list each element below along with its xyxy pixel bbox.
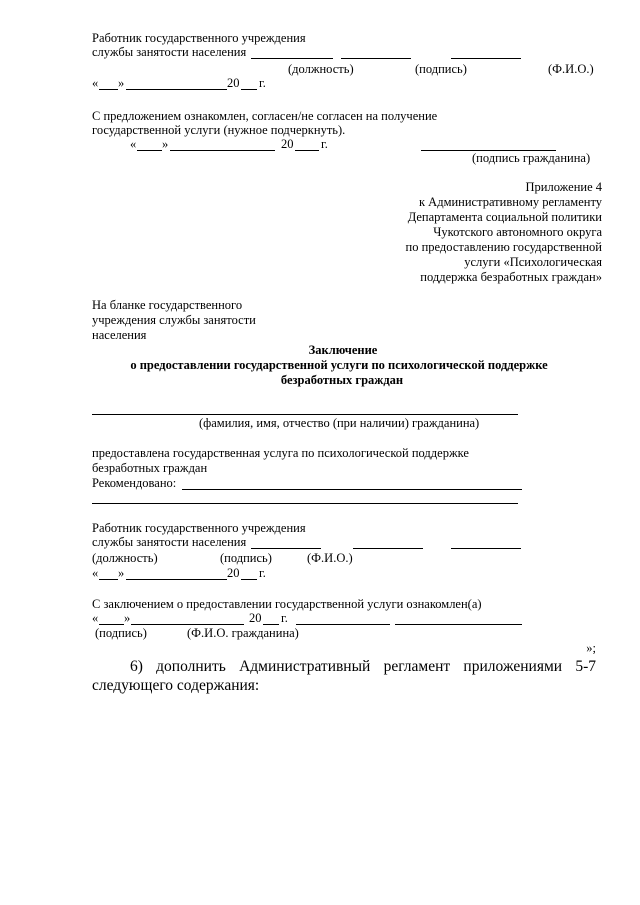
worker-line-1: Работник государственного учреждения bbox=[92, 521, 306, 535]
paragraph-word: 5-7 bbox=[575, 658, 596, 675]
date-g: г. bbox=[259, 566, 266, 580]
date-open-quote: « bbox=[92, 611, 99, 625]
citizen-fio-blank bbox=[395, 624, 522, 625]
date-close-quote: » bbox=[118, 76, 125, 90]
acquainted-line: С заключением о предоставлении государственной услуги ознакомлен(а) bbox=[92, 597, 482, 611]
position-caption: (должность) bbox=[288, 62, 354, 76]
appendix-line-6: услуги «Психологическая bbox=[464, 255, 602, 269]
worker-line-1: Работник государственного учреждения bbox=[92, 31, 306, 45]
appendix-line-2: к Административному регламенту bbox=[418, 195, 602, 209]
appendix-line-1: Приложение 4 bbox=[525, 180, 602, 194]
year-blank bbox=[295, 150, 319, 151]
conclusion-subtitle-2: безработных граждан bbox=[280, 373, 404, 387]
date-year: 20 bbox=[281, 137, 294, 151]
provided-line-1: предоставлена государственная услуга по психологической поддержке bbox=[92, 446, 469, 460]
year-blank bbox=[241, 89, 257, 90]
date-close-quote: » bbox=[118, 566, 125, 580]
date-open-quote: « bbox=[130, 137, 137, 151]
date-open-quote: « bbox=[92, 76, 99, 90]
citizen-name-caption: (фамилия, имя, отчество (при наличии) гражданина) bbox=[199, 416, 480, 430]
fio-blank bbox=[451, 58, 521, 59]
appendix-line-3: Департамента социальной политики bbox=[407, 210, 602, 224]
recommendation-blank bbox=[182, 489, 522, 490]
date-year: 20 bbox=[227, 566, 240, 580]
letterhead-line-1: На бланке государственного bbox=[92, 298, 243, 312]
recommended-label: Рекомендовано: bbox=[92, 476, 177, 490]
paragraph-word: Административный bbox=[239, 658, 371, 675]
date-g: г. bbox=[281, 611, 288, 625]
citizen-fio-caption: (Ф.И.О. гражданина) bbox=[187, 626, 299, 640]
day-blank bbox=[99, 89, 118, 90]
closing-mark: »; bbox=[586, 641, 596, 655]
appendix-line-7: поддержка безработных граждан» bbox=[420, 270, 602, 284]
fio-blank bbox=[451, 548, 521, 549]
signature-blank bbox=[296, 624, 390, 625]
signature-caption: (подпись) bbox=[415, 62, 467, 76]
month-blank bbox=[170, 150, 275, 151]
paragraph-line-2: следующего содержания: bbox=[92, 677, 260, 694]
provided-line-2: безработных граждан bbox=[92, 461, 208, 475]
paragraph-word: регламент bbox=[383, 658, 451, 675]
citizen-signature-caption: (подпись гражданина) bbox=[472, 151, 591, 165]
signature-blank bbox=[353, 548, 423, 549]
signature-caption: (подпись) bbox=[95, 626, 147, 640]
fio-caption: (Ф.И.О.) bbox=[307, 551, 353, 565]
date-g: г. bbox=[321, 137, 328, 151]
letterhead-line-2: учреждения службы занятости bbox=[92, 313, 256, 327]
paragraph-line-1 bbox=[92, 657, 596, 676]
date-close-quote: » bbox=[162, 137, 169, 151]
year-blank bbox=[263, 624, 279, 625]
letterhead-line-3: населения bbox=[92, 328, 147, 342]
recommendation-blank-2 bbox=[92, 503, 518, 504]
day-blank bbox=[137, 150, 162, 151]
date-g: г. bbox=[259, 76, 266, 90]
paragraph-word: приложениями bbox=[463, 658, 563, 675]
appendix-line-4: Чукотского автономного округа bbox=[433, 225, 602, 239]
citizen-name-blank bbox=[92, 414, 518, 415]
paragraph-word: дополнить bbox=[156, 658, 226, 675]
consent-line-1: С предложением ознакомлен, согласен/не согласен на получение bbox=[92, 109, 438, 123]
worker-line-2: службы занятости населения bbox=[92, 45, 247, 59]
signature-blank bbox=[341, 58, 411, 59]
month-blank bbox=[131, 624, 244, 625]
month-blank bbox=[126, 89, 227, 90]
date-year: 20 bbox=[227, 76, 240, 90]
position-blank bbox=[251, 58, 333, 59]
conclusion-subtitle-1: о предоставлении государственной услуги по психологической поддержке bbox=[130, 358, 548, 372]
date-close-quote: » bbox=[124, 611, 131, 625]
worker-line-2: службы занятости населения bbox=[92, 535, 247, 549]
conclusion-title: Заключение bbox=[308, 343, 378, 357]
month-blank bbox=[126, 579, 227, 580]
date-open-quote: « bbox=[92, 566, 99, 580]
paragraph-word: 6) bbox=[130, 658, 143, 675]
day-blank bbox=[99, 624, 124, 625]
appendix-line-5: по предоставлению государственной bbox=[405, 240, 602, 254]
date-year: 20 bbox=[249, 611, 262, 625]
position-caption: (должность) bbox=[92, 551, 158, 565]
signature-caption: (подпись) bbox=[220, 551, 272, 565]
position-blank bbox=[251, 548, 321, 549]
year-blank bbox=[241, 579, 257, 580]
day-blank bbox=[99, 579, 118, 580]
consent-line-2: государственной услуги (нужное подчеркнуть). bbox=[92, 123, 346, 137]
fio-caption: (Ф.И.О.) bbox=[548, 62, 594, 76]
